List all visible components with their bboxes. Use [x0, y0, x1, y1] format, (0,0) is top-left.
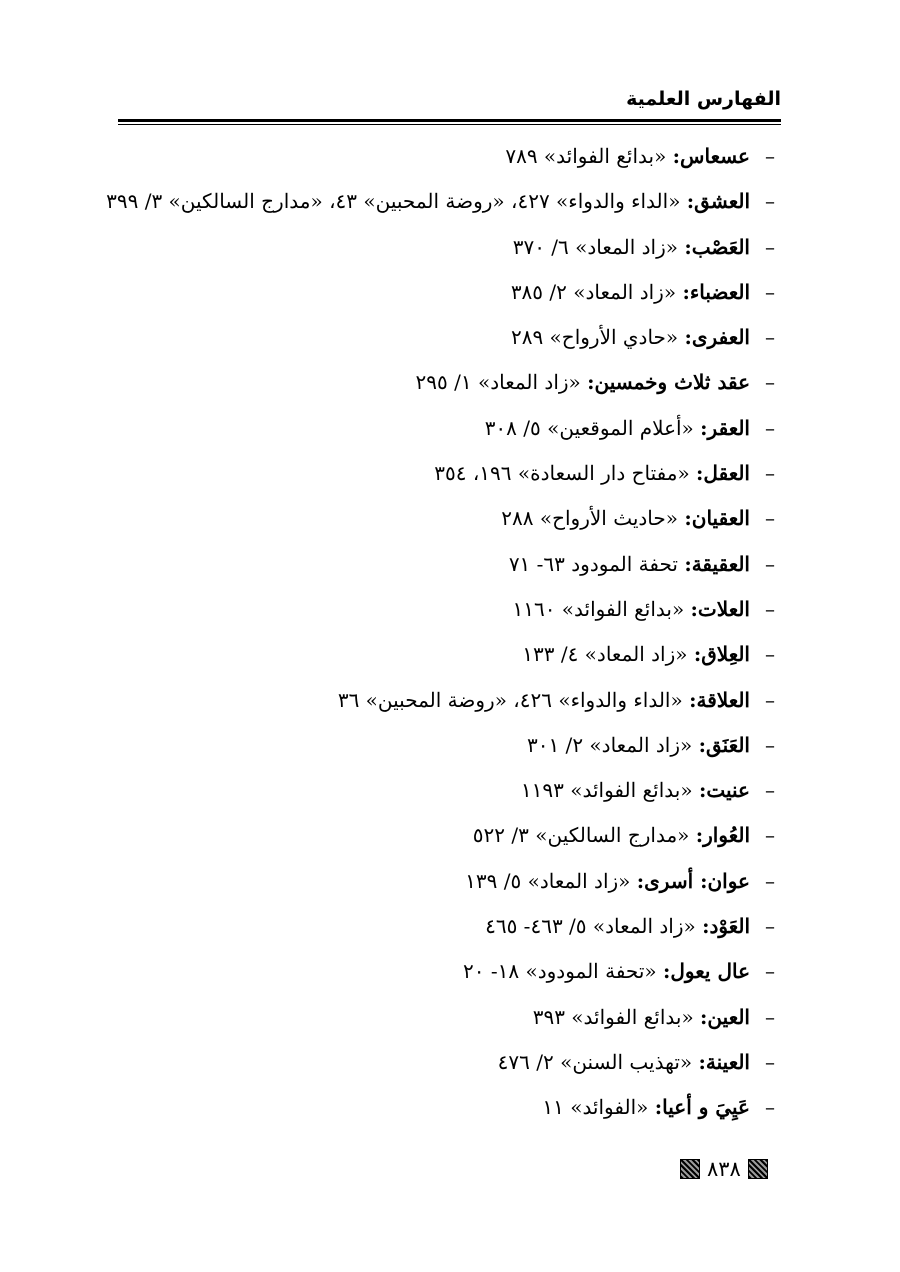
entry-reference: «مفتاح دار السعادة» ١٩٦، ٣٥٤: [434, 461, 690, 486]
dash-bullet: –: [765, 642, 775, 667]
entry-reference: «أعلام الموقعين» ٥/ ٣٠٨: [484, 415, 694, 440]
index-entry: [80, 678, 780, 723]
index-entry: [80, 496, 780, 541]
entry-term: العِلاق:: [693, 642, 750, 667]
dash-bullet: –: [765, 279, 775, 304]
entry-reference: «زاد المعاد» ٢/ ٣٠١: [526, 732, 693, 757]
dash-bullet: –: [765, 1049, 775, 1074]
entry-term: العين:: [700, 1004, 750, 1029]
dash-bullet: –: [765, 189, 775, 214]
entry-term: عال يعول:: [663, 959, 750, 984]
entry-term: العفرى:: [684, 325, 750, 350]
index-entry: [80, 542, 780, 587]
entry-term: العقل:: [696, 461, 750, 486]
entry-term: العلات:: [690, 596, 750, 621]
index-entry: [80, 723, 780, 768]
entry-term: العلاقة:: [689, 687, 750, 712]
page-footer: [680, 1156, 768, 1182]
index-entry: [80, 632, 780, 677]
dash-bullet: –: [765, 461, 775, 486]
entry-reference: «بدائع الفوائد» ٧٨٩: [505, 144, 667, 168]
index-entry: [80, 270, 780, 315]
entry-term: العشق:: [686, 189, 750, 214]
index-entry: [80, 225, 780, 270]
index-entry: [80, 768, 780, 813]
dash-bullet: –: [765, 370, 775, 395]
index-entry: [80, 360, 780, 405]
entry-term: عوان: أسرى:: [636, 868, 750, 893]
header-title: الفهارس العلمية: [626, 88, 781, 110]
index-entry: [80, 995, 780, 1040]
entry-term: العقر:: [700, 415, 750, 440]
entry-term: العَصْب:: [684, 234, 750, 259]
dash-bullet: –: [765, 551, 775, 576]
dash-bullet: –: [765, 1095, 775, 1120]
entry-reference: «زاد المعاد» ٥/ ٤٦٣- ٤٦٥: [485, 914, 696, 939]
dash-bullet: –: [765, 732, 775, 757]
entry-term: عقد ثلاث وخمسين:: [587, 370, 750, 395]
dash-bullet: –: [765, 415, 775, 440]
entry-reference: «الداء والدواء» ٤٢٧، «روضة المحبين» ٤٣، «مدارج السالكين» ٣/ ٣٩٩: [106, 189, 681, 214]
dash-bullet: –: [765, 687, 775, 712]
entry-reference: «زاد المعاد» ٤/ ١٣٣: [522, 642, 688, 667]
dash-bullet: –: [765, 1004, 775, 1029]
dash-bullet: –: [765, 234, 775, 259]
index-entries-list: [80, 134, 780, 1131]
running-header: [118, 88, 781, 118]
index-entry: [80, 179, 780, 224]
index-entry: [80, 406, 780, 451]
dash-bullet: –: [765, 144, 775, 168]
page-number: ٨٣٨: [707, 1157, 741, 1181]
dash-bullet: –: [765, 325, 775, 350]
ornament-square-icon: [680, 1159, 700, 1179]
entry-reference: «زاد المعاد» ٢/ ٣٨٥: [510, 279, 677, 304]
dash-bullet: –: [765, 914, 775, 939]
entry-term: عَيِيَ و أعيا:: [654, 1095, 750, 1120]
entry-reference: «الداء والدواء» ٤٢٦، «روضة المحبين» ٣٦: [337, 687, 683, 712]
index-entry: [80, 315, 780, 360]
dash-bullet: –: [765, 959, 775, 984]
entry-reference: «مدارج السالكين» ٣/ ٥٢٢: [472, 823, 690, 848]
entry-term: عنيت:: [698, 778, 750, 803]
entry-term: العَنَق:: [698, 732, 750, 757]
dash-bullet: –: [765, 823, 775, 848]
dash-bullet: –: [765, 596, 775, 621]
entry-reference: «بدائع الفوائد» ١١٩٣: [520, 778, 693, 803]
index-entry: [80, 813, 780, 858]
entry-term: العقيان:: [684, 506, 750, 531]
index-entry: [80, 949, 780, 994]
entry-reference: «زاد المعاد» ١/ ٢٩٥: [415, 370, 581, 395]
entry-reference: «تحفة المودود» ١٨- ٢٠: [463, 959, 657, 984]
entry-term: العقيقة:: [684, 551, 750, 576]
index-entry: [80, 1040, 780, 1085]
entry-term: العينة:: [698, 1049, 750, 1074]
entry-reference: «زاد المعاد» ٥/ ١٣٩: [465, 868, 631, 893]
entry-reference: «حاديث الأرواح» ٢٨٨: [501, 506, 679, 531]
entry-term: العُوار:: [695, 823, 750, 848]
ornament-square-icon: [748, 1159, 768, 1179]
entry-term: العَوْد:: [702, 914, 750, 939]
index-entry: [80, 451, 780, 496]
header-rule-thin: [118, 124, 781, 125]
dash-bullet: –: [765, 868, 775, 893]
entry-reference: «بدائع الفوائد» ٣٩٣: [532, 1004, 694, 1029]
entry-reference: تحفة المودود ٦٣- ٧١: [508, 551, 678, 576]
header-rule-thick: [118, 119, 781, 122]
entry-reference: «زاد المعاد» ٦/ ٣٧٠: [512, 234, 678, 259]
index-entry: [80, 134, 780, 179]
entry-term: العضباء:: [682, 279, 750, 304]
index-entry: [80, 904, 780, 949]
entry-reference: «الفوائد» ١١: [542, 1095, 649, 1120]
dash-bullet: –: [765, 506, 775, 531]
index-entry: [80, 1085, 780, 1130]
entry-reference: «حادي الأرواح» ٢٨٩: [510, 325, 679, 350]
entry-reference: «بدائع الفوائد» ١١٦٠: [512, 596, 685, 621]
entry-term: عسعاس:: [672, 144, 750, 168]
dash-bullet: –: [765, 778, 775, 803]
index-entry: [80, 587, 780, 632]
index-entry: [80, 859, 780, 904]
entry-reference: «تهذيب السنن» ٢/ ٤٧٦: [497, 1049, 693, 1074]
